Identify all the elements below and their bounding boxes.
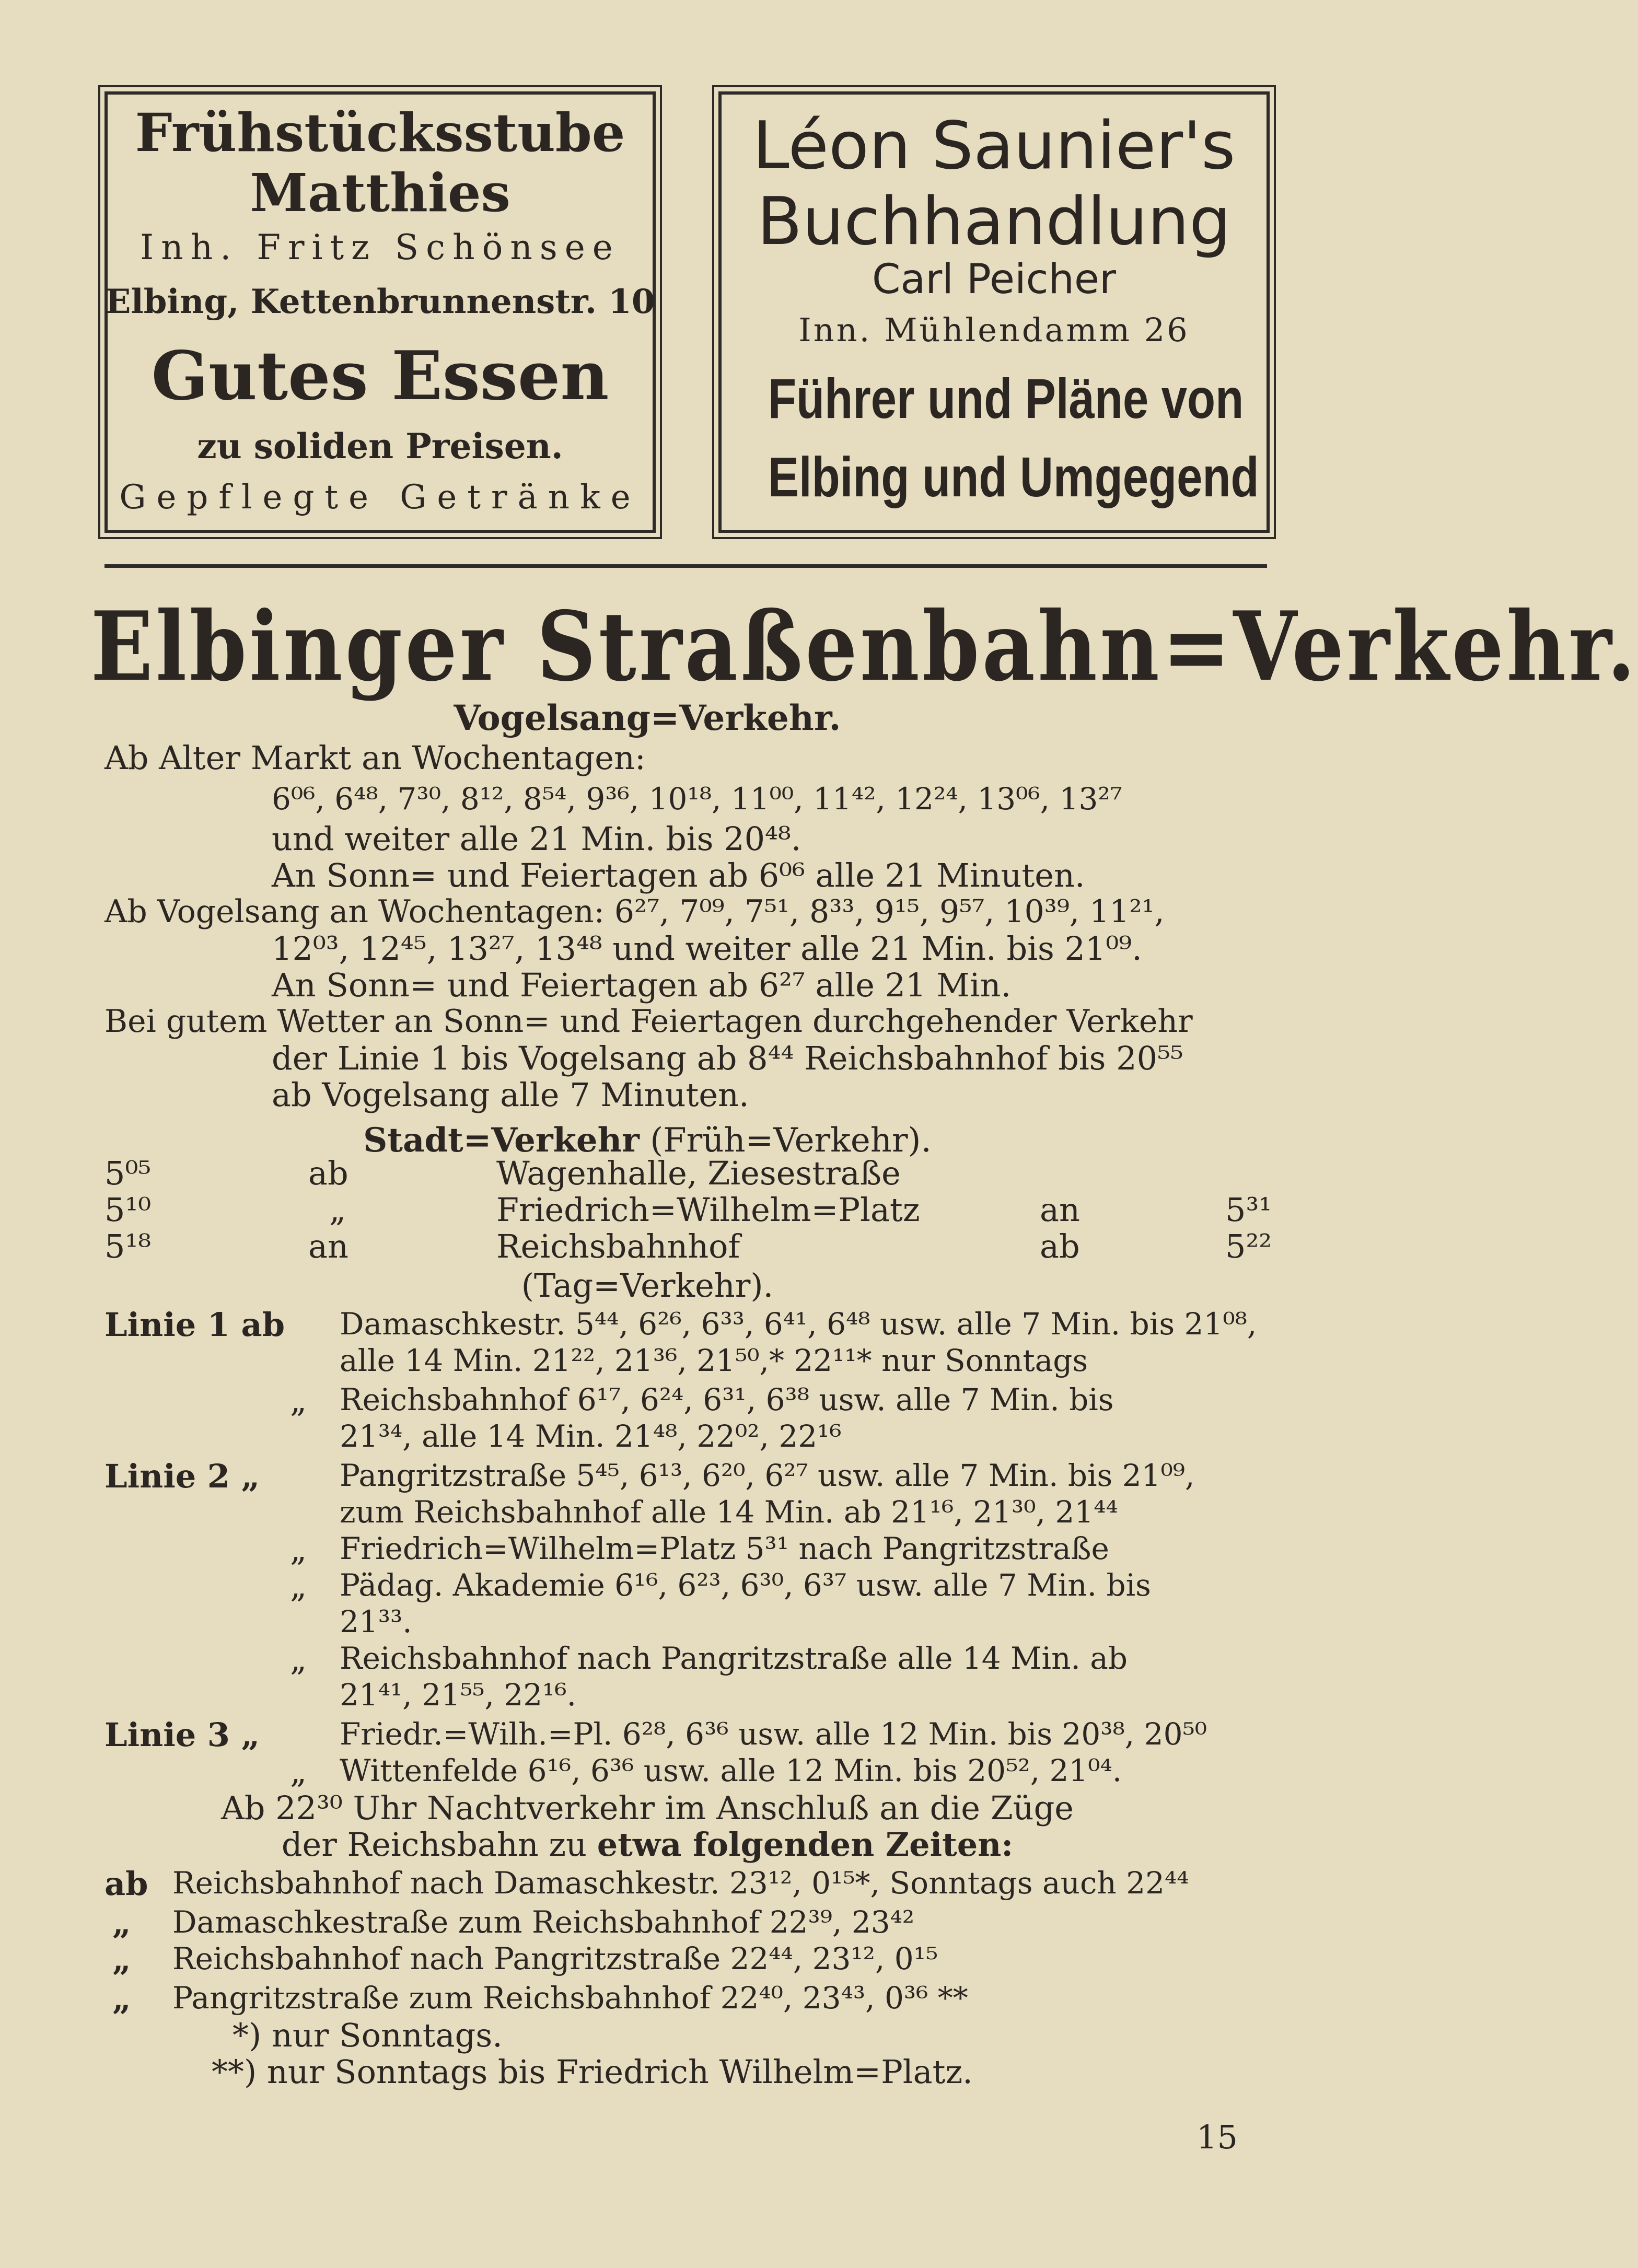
ad-right-line2: Buchhandlung bbox=[757, 183, 1232, 260]
vogelsang-p2-line1: Ab Vogelsang an Wochentagen: 6²⁷, 7⁰⁹, 7⁵¹, 8³³, 9¹⁵, 9⁵⁷, 10³⁹, 11²¹, bbox=[104, 893, 1165, 930]
vogelsang-p2-sun: An Sonn= und Feiertagen ab 6²⁷ alle 21 Min. bbox=[272, 966, 1012, 1004]
ad-right-line5: Führer und Pläne von bbox=[768, 367, 1244, 430]
stadt-time-3: 5¹⁸ bbox=[104, 1227, 152, 1265]
page-title: Elbinger Straßenbahn=Verkehr. bbox=[90, 590, 1638, 702]
linie-line-8: Pädag. Akademie 6¹⁶, 6²³, 6³⁰, 6³⁷ usw. alle 7 Min. bis bbox=[340, 1567, 1151, 1603]
nacht-label-3: „ bbox=[112, 1940, 131, 1979]
stadt-dir2-3: ab bbox=[1040, 1227, 1080, 1265]
stadt-dir-1: ab bbox=[308, 1154, 348, 1192]
nacht-text-4: Pangritzstraße zum Reichsbahnhof 22⁴⁰, 23⁴³, 0³⁶ ** bbox=[172, 1980, 968, 2016]
ad-right-line6: Elbing und Umgegend bbox=[768, 445, 1259, 508]
nacht-line2-b: etwa folgenden Zeiten: bbox=[597, 1825, 1014, 1864]
stadt-heading-suffix: (Früh=Verkehr). bbox=[650, 1121, 932, 1160]
linie-line-11: 21⁴¹, 21⁵⁵, 22¹⁶. bbox=[340, 1677, 577, 1713]
linie-line-13: Wittenfelde 6¹⁶, 6³⁶ usw. alle 12 Min. bis 20⁵², 21⁰⁴. bbox=[340, 1753, 1122, 1788]
stadt-dir-2: „ bbox=[329, 1191, 346, 1229]
linie-label-5: Linie 2 „ bbox=[104, 1457, 260, 1495]
nacht-text-1: Reichsbahnhof nach Damaschkestr. 23¹², 0¹⁵*, Sonntags auch 22⁴⁴ bbox=[172, 1865, 1189, 1901]
nacht-label-4: „ bbox=[112, 1980, 131, 2018]
linie-label-3: „ bbox=[290, 1381, 307, 1420]
nacht-line2-a: der Reichsbahn zu bbox=[281, 1825, 597, 1864]
footnote-2: **) nur Sonntags bis Friedrich Wilhelm=Platz. bbox=[212, 2053, 973, 2091]
linie-label-10: „ bbox=[290, 1640, 307, 1678]
linie-line-9: 21³³. bbox=[340, 1604, 412, 1639]
stadt-dir2-2: an bbox=[1040, 1191, 1080, 1229]
vogelsang-p1-times: 6⁰⁶, 6⁴⁸, 7³⁰, 8¹², 8⁵⁴, 9³⁶, 10¹⁸, 11⁰⁰, 11⁴², 12²⁴, 13⁰⁶, 13²⁷ bbox=[272, 781, 1122, 817]
linie-line-3: Reichsbahnhof 6¹⁷, 6²⁴, 6³¹, 6³⁸ usw. alle 7 Min. bis bbox=[340, 1382, 1114, 1417]
nacht-label-2: „ bbox=[112, 1904, 131, 1942]
vogelsang-p3-line3: ab Vogelsang alle 7 Minuten. bbox=[272, 1076, 749, 1114]
nacht-text-2: Damaschkestraße zum Reichsbahnhof 22³⁹, 23⁴² bbox=[172, 1904, 915, 1940]
stadt-heading: Stadt=Verkehr bbox=[363, 1121, 640, 1160]
stadt-dir-3: an bbox=[308, 1227, 348, 1265]
nacht-text-3: Reichsbahnhof nach Pangritzstraße 22⁴⁴, 23¹², 0¹⁵ bbox=[172, 1941, 938, 1976]
vogelsang-p3-line1: Bei gutem Wetter an Sonn= und Feiertagen durchgehender Verkehr bbox=[104, 1003, 1193, 1040]
ad-left-line2: Matthies bbox=[250, 162, 510, 224]
ad-right-line3: Carl Peicher bbox=[872, 256, 1117, 303]
linie-label-7: „ bbox=[290, 1530, 307, 1568]
nacht-line2 bbox=[0, 1825, 1295, 1864]
stadt-time2-3: 5²² bbox=[1225, 1227, 1272, 1265]
stadt-time-2: 5¹⁰ bbox=[104, 1191, 152, 1229]
stadt-place-3: Reichsbahnhof bbox=[496, 1227, 740, 1265]
linie-line-7: Friedrich=Wilhelm=Platz 5³¹ nach Pangritzstraße bbox=[340, 1531, 1109, 1566]
ad-left-line3: Inh. Fritz Schönsee bbox=[140, 227, 620, 267]
linie-line-6: zum Reichsbahnhof alle 14 Min. ab 21¹⁶, 21³⁰, 21⁴⁴ bbox=[340, 1494, 1118, 1530]
linie-label-13: „ bbox=[290, 1752, 307, 1790]
linie-label-12: Linie 3 „ bbox=[104, 1716, 260, 1754]
stadt-place-1: Wagenhalle, Ziesestraße bbox=[496, 1154, 901, 1192]
vogelsang-p3-line2: der Linie 1 bis Vogelsang ab 8⁴⁴ Reichsbahnhof bis 20⁵⁵ bbox=[272, 1039, 1183, 1077]
footnote-1: *) nur Sonntags. bbox=[233, 2016, 503, 2054]
linie-line-10: Reichsbahnhof nach Pangritzstraße alle 14 Min. ab bbox=[340, 1641, 1128, 1676]
page-number: 15 bbox=[1196, 2118, 1238, 2156]
ad-left-line6: zu soliden Preisen. bbox=[197, 426, 563, 467]
linie-line-4: 21³⁴, alle 14 Min. 21⁴⁸, 22⁰², 22¹⁶ bbox=[340, 1418, 842, 1454]
stadt-time2-2: 5³¹ bbox=[1225, 1191, 1272, 1229]
vogelsang-p2-line2: 12⁰³, 12⁴⁵, 13²⁷, 13⁴⁸ und weiter alle 21 Min. bis 21⁰⁹. bbox=[272, 929, 1142, 968]
linie-label-1: Linie 1 ab bbox=[104, 1306, 285, 1344]
ad-right-line4: Inn. Mühlendamm 26 bbox=[798, 311, 1190, 349]
ad-left-line1: Frühstücksstube bbox=[135, 102, 625, 164]
vogelsang-p1-sun: An Sonn= und Feiertagen ab 6⁰⁶ alle 21 Minuten. bbox=[272, 856, 1085, 894]
ad-right-line1: Léon Saunier's bbox=[752, 107, 1236, 184]
stadt-place-2: Friedrich=Wilhelm=Platz bbox=[496, 1191, 920, 1229]
divider-rule bbox=[104, 564, 1267, 568]
vogelsang-heading: Vogelsang=Verkehr. bbox=[454, 697, 841, 738]
linie-line-2: alle 14 Min. 21²², 21³⁶, 21⁵⁰,* 22¹¹* nur Sonntags bbox=[340, 1343, 1088, 1378]
vogelsang-p1-cont: und weiter alle 21 Min. bis 20⁴⁸. bbox=[272, 820, 801, 858]
vogelsang-p1-label: Ab Alter Markt an Wochentagen: bbox=[104, 739, 646, 777]
ad-left-line7: Gepflegte Getränke bbox=[119, 478, 641, 517]
stadt-time-1: 5⁰⁵ bbox=[104, 1154, 152, 1192]
nacht-line1: Ab 22³⁰ Uhr Nachtverkehr im Anschluß an die Züge bbox=[221, 1789, 1074, 1827]
ad-left-line4: Elbing, Kettenbrunnenstr. 10 bbox=[105, 282, 655, 321]
linie-line-1: Damaschkestr. 5⁴⁴, 6²⁶, 6³³, 6⁴¹, 6⁴⁸ usw. alle 7 Min. bis 21⁰⁸, bbox=[340, 1306, 1257, 1342]
ad-left-line5: Gutes Essen bbox=[151, 337, 609, 415]
linie-label-8: „ bbox=[290, 1567, 307, 1605]
nacht-label-1: ab bbox=[104, 1865, 148, 1903]
linie-line-5: Pangritzstraße 5⁴⁵, 6¹³, 6²⁰, 6²⁷ usw. alle 7 Min. bis 21⁰⁹, bbox=[340, 1458, 1195, 1493]
linie-line-12: Friedr.=Wilh.=Pl. 6²⁸, 6³⁶ usw. alle 12 Min. bis 20³⁸, 20⁵⁰ bbox=[340, 1716, 1207, 1752]
tag-verkehr: (Tag=Verkehr). bbox=[521, 1266, 774, 1305]
